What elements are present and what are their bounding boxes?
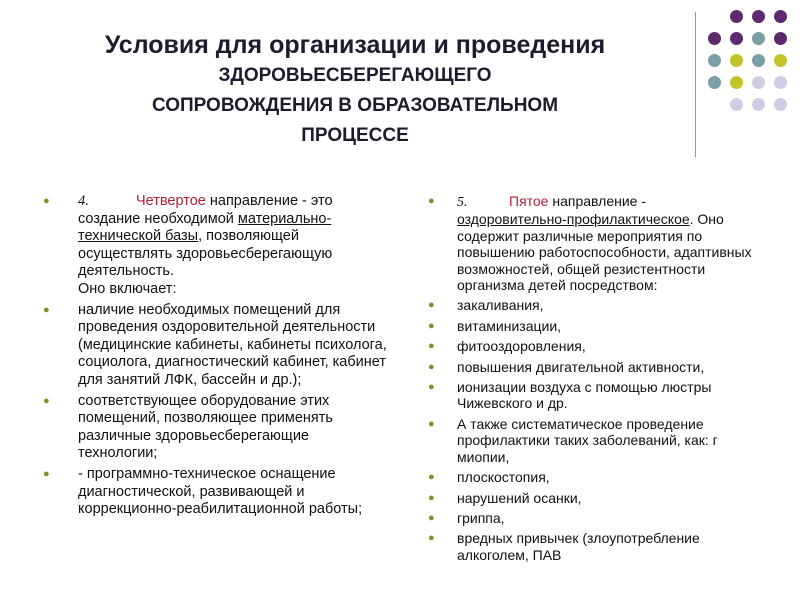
direction-text: направление - это создание необходимой bbox=[78, 193, 333, 227]
decorative-dot bbox=[752, 98, 765, 111]
direction-tail: Оно включает: bbox=[78, 280, 177, 297]
decorative-dot bbox=[730, 76, 743, 89]
title-line-1: Условия для организации и проведения bbox=[104, 31, 606, 59]
decorative-dot bbox=[708, 54, 721, 67]
item-number: 5. bbox=[457, 195, 468, 210]
direction-rest: , позволяющей осуществлять здоровьесберегающую деятельность. bbox=[78, 228, 333, 280]
direction-underlined: оздоровительно-профилактическое bbox=[457, 211, 690, 228]
list-item bbox=[40, 193, 390, 299]
list-item-text: наличие необходимых помещений для проведения оздоровительной деятельности (медицинские кабинеты, кабинеты психолога, социолога, диагностический кабинет, кабинет для занятий ЛФК, бассейн и др.); bbox=[78, 301, 387, 388]
bullet-icon: ● bbox=[43, 394, 50, 407]
list-item bbox=[426, 338, 768, 354]
decorative-dot bbox=[708, 76, 721, 89]
list-item bbox=[426, 193, 768, 293]
list-item-text: А также систематическое проведение профилактики таких заболеваний, как: г миопии, bbox=[457, 415, 718, 465]
title-line-3: СОПРОВОЖДЕНИЯ В ОБРАЗОВАТЕЛЬНОМ bbox=[151, 95, 559, 116]
direction-rest: . Оно содержит различные мероприятия по повышению работоспособности, адаптивных возможностей, общей резистентности организма детей посредством: bbox=[457, 211, 752, 294]
decorative-dot bbox=[752, 10, 765, 23]
list-item bbox=[426, 359, 768, 375]
bullet-icon: ● bbox=[428, 360, 435, 373]
list-item bbox=[426, 469, 768, 485]
bullet-icon: ● bbox=[428, 471, 435, 484]
bullet-icon: ● bbox=[428, 299, 435, 312]
decorative-dot bbox=[752, 54, 765, 67]
right-column-list bbox=[426, 193, 768, 567]
decorative-dot-grid bbox=[708, 10, 794, 130]
direction-underlined: материально-технической базы bbox=[78, 210, 332, 245]
decorative-dot bbox=[774, 76, 787, 89]
bullet-icon: ● bbox=[428, 417, 435, 430]
bullet-icon: ● bbox=[43, 467, 50, 480]
list-item bbox=[426, 416, 768, 465]
direction-text: направление - bbox=[548, 193, 647, 209]
direction-lead: Пятое bbox=[509, 193, 549, 209]
decorative-dot bbox=[730, 54, 743, 67]
list-item-text: фитооздоровления, bbox=[457, 338, 586, 355]
list-item bbox=[40, 393, 390, 463]
decorative-dot bbox=[752, 32, 765, 45]
decorative-dot bbox=[730, 98, 743, 111]
bullet-icon: ● bbox=[428, 491, 435, 504]
item-number: 4. bbox=[78, 193, 89, 209]
bullet-icon: ● bbox=[43, 195, 50, 207]
list-item-text: соответствующее оборудование этих помещений, позволяющее применять различные здоровьесберегающие технологии; bbox=[78, 392, 333, 462]
list-item bbox=[426, 318, 768, 334]
bullet-icon: ● bbox=[428, 319, 435, 332]
title-line-2: ЗДОРОВЬЕСБЕРЕГАЮЩЕГО bbox=[218, 65, 492, 86]
bullet-icon: ● bbox=[428, 381, 435, 394]
list-item-text: вредных привычек (злоупотребление алкоголем, ПАВ bbox=[457, 530, 700, 563]
list-item bbox=[426, 297, 768, 313]
title-line-4: ПРОЦЕССЕ bbox=[301, 125, 409, 146]
bullet-icon: ● bbox=[428, 532, 435, 545]
list-item-text: - программно-техническое оснащение диагностической, развивающей и коррекционно-реабилитационной работы; bbox=[78, 465, 363, 518]
decorative-dot bbox=[752, 76, 765, 89]
list-item-text: повышения двигательной активности, bbox=[457, 358, 705, 375]
list-item bbox=[40, 302, 390, 390]
list-item bbox=[426, 530, 768, 563]
decorative-dot bbox=[730, 10, 743, 23]
direction-lead: Четвертое bbox=[136, 193, 206, 209]
left-column-list bbox=[40, 193, 390, 522]
slide-title bbox=[20, 30, 690, 151]
list-item bbox=[426, 510, 768, 526]
list-item-text: витаминизации, bbox=[457, 317, 562, 334]
decorative-dot bbox=[708, 32, 721, 45]
decorative-dot bbox=[774, 98, 787, 111]
list-item bbox=[40, 466, 390, 519]
decorative-dot bbox=[774, 10, 787, 23]
list-item bbox=[426, 490, 768, 506]
list-item-text: закаливания, bbox=[457, 297, 544, 314]
list-item-text: плоскостопия, bbox=[457, 469, 550, 486]
decorative-divider bbox=[695, 12, 696, 157]
list-item-text: ионизации воздуха с помощью люстры Чижевского и др. bbox=[457, 379, 712, 412]
list-item-text: гриппа, bbox=[457, 509, 505, 526]
bullet-icon: ● bbox=[428, 511, 435, 524]
bullet-icon: ● bbox=[428, 340, 435, 353]
decorative-dot bbox=[774, 54, 787, 67]
decorative-dot bbox=[730, 32, 743, 45]
bullet-icon: ● bbox=[43, 303, 50, 316]
bullet-icon: ● bbox=[428, 195, 435, 207]
list-item bbox=[426, 379, 768, 412]
list-item-text: нарушений осанки, bbox=[457, 489, 582, 506]
decorative-dot bbox=[774, 32, 787, 45]
